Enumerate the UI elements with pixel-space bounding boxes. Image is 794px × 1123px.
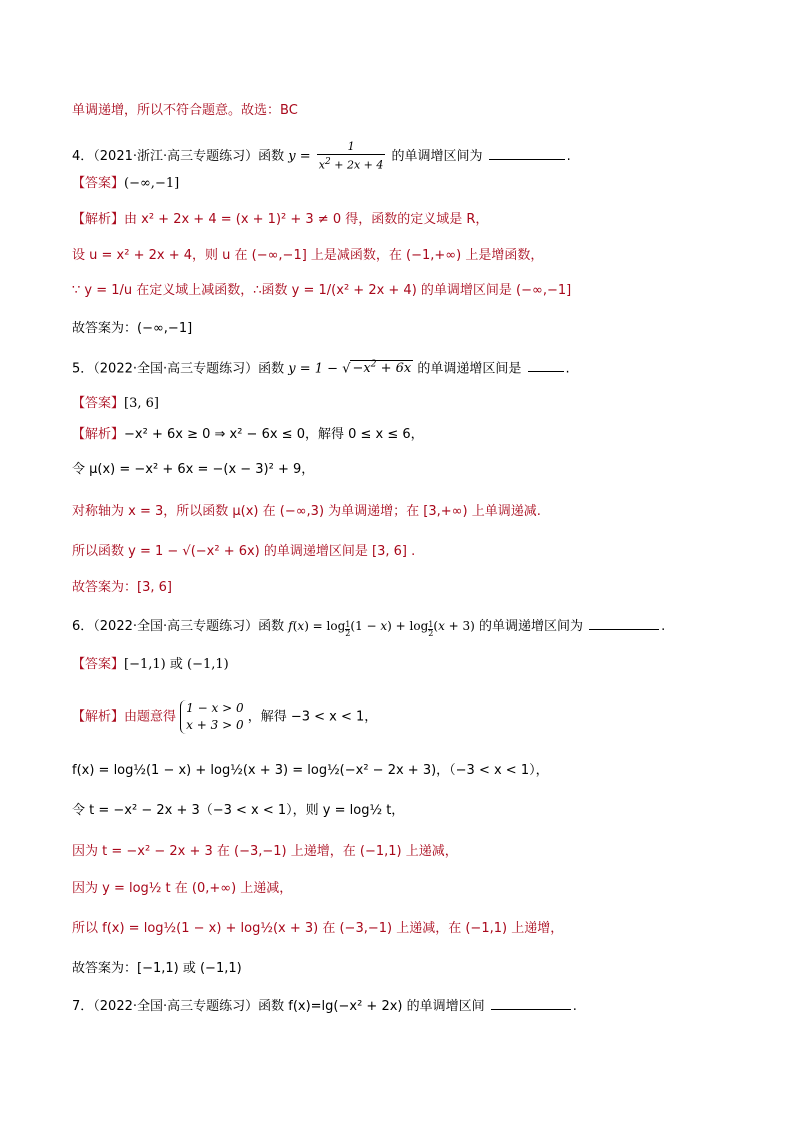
q5-analysis-line-4: 所以函数 y = 1 − √(−x² + 6x) 的单调递增区间是 [3, 6] . [72, 544, 416, 559]
q5-analysis-line-5: 故答案为：[3, 6] [72, 580, 172, 595]
q6-analysis-1 [72, 700, 377, 734]
q6-analysis-label: 【解析】 [72, 709, 125, 725]
q4-analysis-label: 【解析】 [72, 212, 125, 227]
q5-analysis-1 [72, 426, 424, 444]
q4-answer-value: (−∞,−1] [124, 176, 180, 191]
q5-analysis-line-1: −x² + 6x ≥ 0 ⇒ x² − 6x ≤ 0，解得 0 ≤ x ≤ 6， [124, 427, 424, 442]
q6-analysis-line-7: 故答案为：[−1,1) 或 (−1,1) [72, 961, 242, 976]
q4-analysis-line-3: ∵ y = 1/u 在定义域上减函数，∴函数 y = 1/(x² + 2x + 4) 的单调增区间是 (−∞,−1] [72, 283, 572, 298]
q6-analysis-line-3: 令 t = −x² − 2x + 3（−3 < x < 1），则 y = log½ t， [72, 803, 405, 818]
q4-tail: 的单调增区间为 [391, 148, 483, 164]
q4-analysis-4 [72, 320, 192, 338]
q5-analysis-4 [72, 543, 415, 561]
q6-analysis-6 [72, 920, 563, 938]
q6-head: 6．（2022·全国·高三专题练习）函数 [72, 619, 285, 634]
q4-analysis-line-1: 由 x² + 2x + 4 = (x + 1)² + 3 ≠ 0 得，函数的定义域是 R， [124, 212, 489, 227]
q6-tail: 的单调递增区间为 [478, 619, 583, 634]
q4-question: 4．（2021·浙江·高三专题练习）函数 y = $\frac{1}{x^2 + 2x + 4}$ 的单调增区间为 . [72, 140, 571, 172]
q6-answer [72, 656, 229, 674]
q6-analysis-3 [72, 802, 404, 820]
q6-analysis-line-5: 因为 y = log½ t 在 (0,+∞) 上递减， [72, 881, 293, 896]
q6-analysis-prefix: 由题意得 [124, 709, 177, 725]
q6-analysis-5 [72, 880, 292, 898]
q6-analysis-suffix: ，解得 −3 < x < 1， [247, 709, 378, 725]
q5-answer [72, 395, 159, 413]
q6-system-row-1: 1 − x > 0 [186, 701, 244, 715]
q6-analysis-2 [72, 762, 549, 780]
q6-question: 6．（2022·全国·高三专题练习）函数 f(x) = log $\frac{1}{2}$ (1 − x) + log $\frac{1}{2}$ (x + 3) 的单调递增区间为 . [72, 619, 666, 638]
q5-analysis-line-2: 令 μ(x) = −x² + 6x = −(x − 3)² + 9， [72, 462, 315, 477]
q4-blank [489, 158, 565, 160]
q5-head: 5．（2022·全国·高三专题练习）函数 [72, 361, 285, 377]
q5-blank [528, 370, 564, 372]
q4-analysis-1 [72, 211, 488, 229]
q7-question: 7．（2022·全国·高三专题练习）函数 f(x)=lg(−x² + 2x) 的单调增区间 . [72, 999, 577, 1014]
q4-analysis-3 [72, 282, 571, 300]
q6-analysis-7 [72, 960, 242, 978]
q4-analysis-line-4: 故答案为：(−∞,−1] [72, 321, 193, 336]
q5-answer-label: 【答案】 [72, 396, 125, 411]
q7-head: 7．（2022·全国·高三专题练习）函数 f(x)=lg(−x² + 2x) 的单调增区间 [72, 999, 485, 1014]
prev-answer-text: 单调递增，所以不符合题意。故选：BC [72, 103, 298, 118]
q5-analysis-label: 【解析】 [72, 427, 125, 442]
q5-expr: y = 1 − √ $-x^2 + 6x$ [288, 360, 412, 377]
q5-analysis-5 [72, 579, 172, 597]
q7-blank [491, 1008, 571, 1010]
q5-tail: 的单调递增区间是 [417, 361, 522, 377]
q4-answer-label: 【答案】 [72, 176, 125, 191]
q4-head: 4．（2021·浙江·高三专题练习）函数 [72, 148, 285, 164]
q4-analysis-line-2: 设 u = x² + 2x + 4，则 u 在 (−∞,−1] 上是减函数，在 (−1,+∞) 上是增函数， [72, 248, 544, 263]
prev-answer-line [72, 102, 298, 120]
q6-analysis-line-6: 所以 f(x) = log½(1 − x) + log½(x + 3) 在 (−3,−1) 上递减，在 (−1,1) 上递增， [72, 921, 564, 936]
q4-answer [72, 175, 179, 193]
q4-expr: y = $\frac{1}{x^2 + 2x + 4}$ [288, 140, 384, 172]
q6-system-row-2: x + 3 > 0 [186, 718, 244, 732]
q5-analysis-3 [72, 503, 541, 521]
q6-inequality-system [180, 700, 243, 734]
q6-blank [589, 628, 659, 630]
q6-expr: f(x) = log $\frac{1}{2}$ (1 − x) + log $\frac{1}{2}$ (x + 3) [288, 619, 475, 638]
q5-analysis-2 [72, 461, 314, 479]
q4-analysis-2 [72, 247, 543, 265]
q5-analysis-line-3: 对称轴为 x = 3，所以函数 μ(x) 在 (−∞,3) 为单调递增；在 [3,+∞) 上单调递减. [72, 504, 541, 519]
q5-question: 5．（2022·全国·高三专题练习）函数 y = 1 − √ $-x^2 + 6x$ 的单调递增区间是 . [72, 360, 570, 377]
q6-answer-label: 【答案】 [72, 657, 125, 672]
q6-analysis-4 [72, 843, 458, 861]
q6-analysis-line-2: f(x) = log½(1 − x) + log½(x + 3) = log½(−x² − 2x + 3)，（−3 < x < 1）， [72, 763, 549, 778]
q5-answer-value: [3, 6] [124, 396, 159, 411]
q6-analysis-line-4: 因为 t = −x² − 2x + 3 在 (−3,−1) 上递增，在 (−1,1) 上递减， [72, 844, 458, 859]
q6-answer-value: [−1,1) 或 (−1,1) [124, 657, 229, 672]
